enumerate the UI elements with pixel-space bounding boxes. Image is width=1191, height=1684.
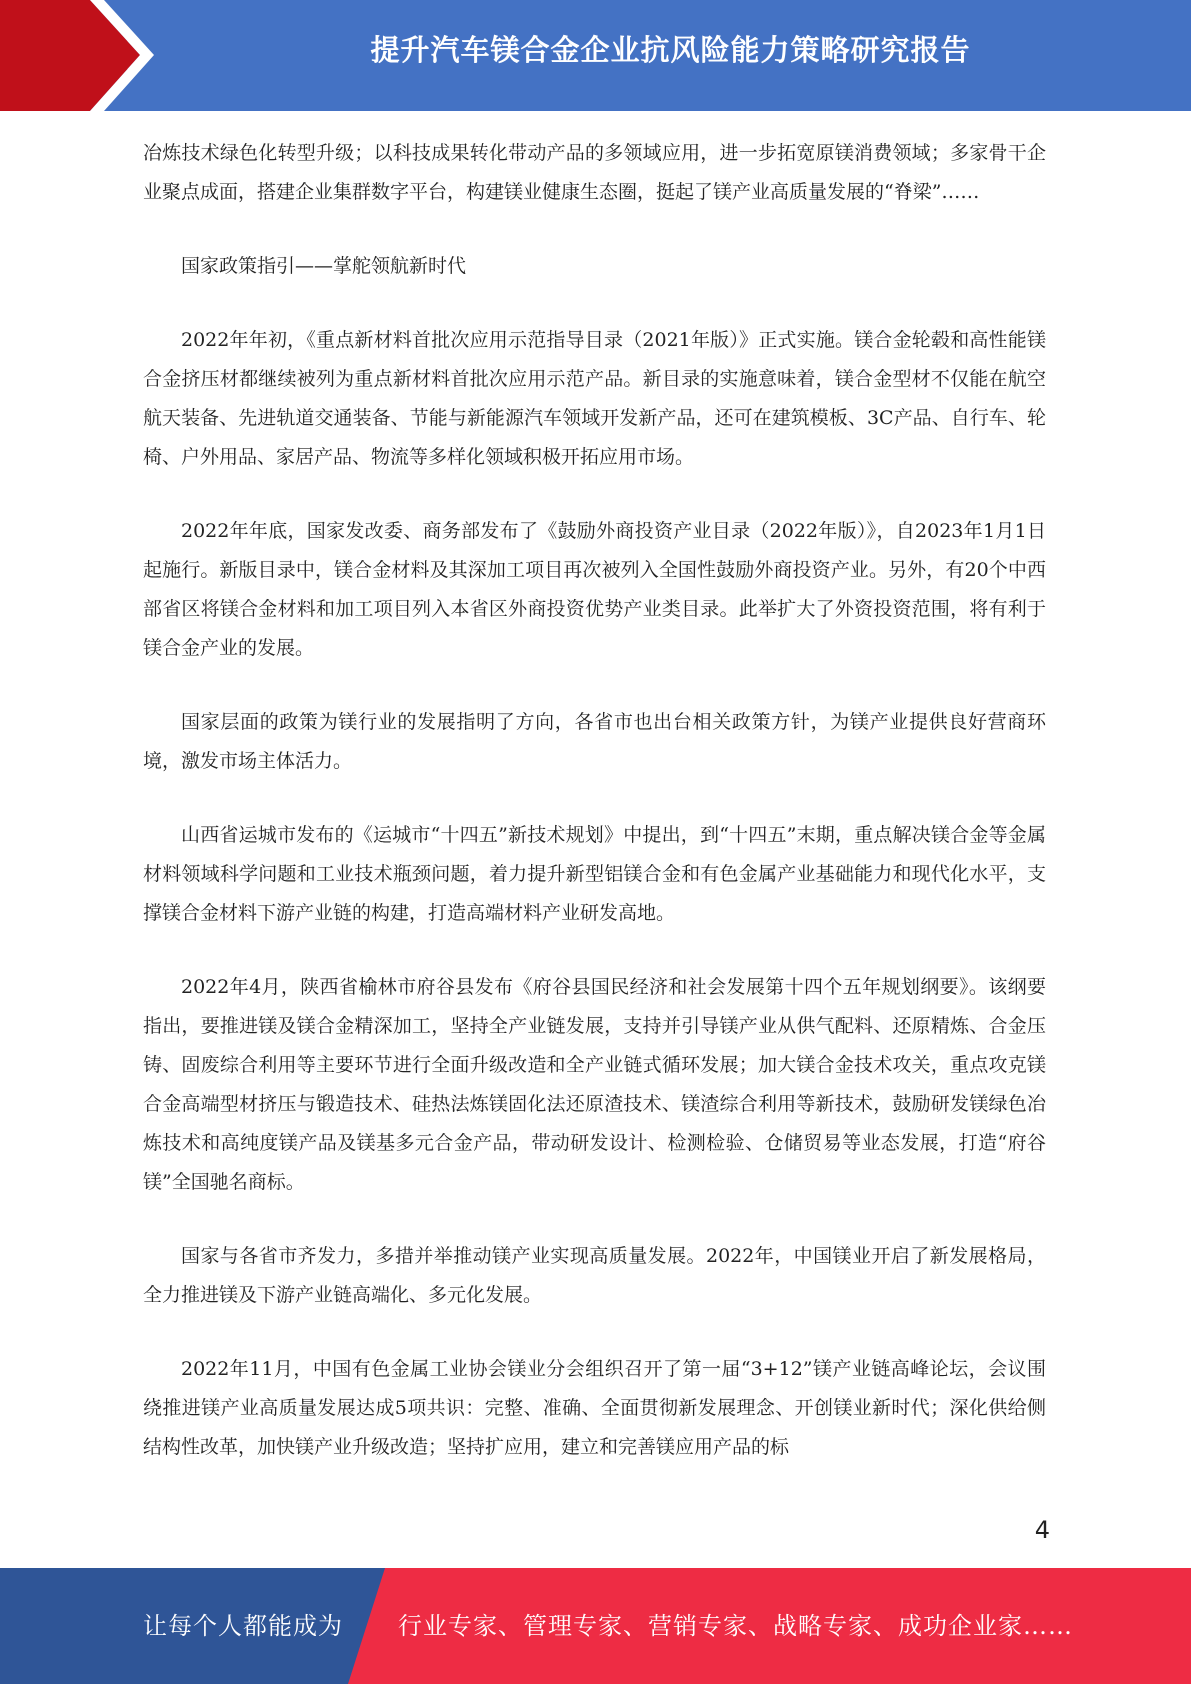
paragraph-national-policy: 国家层面的政策为镁行业的发展指明了方向，各省市也出台相关政策方针，为镁产业提供良好营商环境，激发市场主体活力。 <box>143 711 1046 772</box>
footer-slogan-right: 行业专家、管理专家、营销专家、战略专家、成功企业家…… <box>398 1612 1073 1640</box>
header-chevron-decoration <box>0 0 160 111</box>
section-heading-policy: 国家政策指引——掌舵领航新时代 <box>181 255 467 277</box>
page-number: 4 <box>1034 1516 1050 1544</box>
report-body <box>143 134 1046 1502</box>
paragraph-2022-november: 2022年11月，中国有色金属工业协会镁业分会组织召开了第一届“3+12”镁产业链高峰论坛，会议围绕推进镁产业高质量发展达成5项共识：完整、准确、全面贯彻新发展理念、开创镁业新时代；深化供给侧结构性改革，加快镁产业升级改造；坚持扩应用，建立和完善镁应用产品的标 <box>143 1358 1046 1458</box>
page-header <box>0 0 1191 111</box>
paragraph-2022-end: 2022年年底，国家发改委、商务部发布了《鼓励外商投资产业目录（2022年版）》，自2023年1月1日起施行。新版目录中，镁合金材料及其深加工项目再次被列入全国性鼓励外商投资产业。另外，有20个中西部省区将镁合金材料和加工项目列入本省区外商投资优势产业类目录。此举扩大了外资投资范围，将有利于镁合金产业的发展。 <box>143 520 1046 659</box>
page-footer <box>0 1568 1191 1684</box>
paragraph-intro-continuation: 冶炼技术绿色化转型升级；以科技成果转化带动产品的多领域应用，进一步拓宽原镁消费领域；多家骨干企业聚点成面，搭建企业集群数字平台，构建镁业健康生态圈，挺起了镁产业高质量发展的“脊梁”…… <box>143 142 1046 203</box>
footer-slogan-left: 让每个人都能成为 <box>143 1612 343 1640</box>
paragraph-shaanxi-fugu: 2022年4月，陕西省榆林市府谷县发布《府谷县国民经济和社会发展第十四个五年规划纲要》。该纲要指出，要推进镁及镁合金精深加工，坚持全产业链发展，支持并引导镁产业从供气配料、还原精炼、合金压铸、固废综合利用等主要环节进行全面升级改造和全产业链式循环发展；加大镁合金技术攻关，重点攻克镁合金高端型材挤压与锻造技术、硅热法炼镁固化法还原渣技术、镁渣综合利用等新技术，鼓励研发镁绿色冶炼技术和高纯度镁产品及镁基多元合金产品，带动研发设计、检测检验、仓储贸易等业态发展，打造“府谷镁”全国驰名商标。 <box>143 976 1046 1193</box>
report-title: 提升汽车镁合金企业抗风险能力策略研究报告 <box>370 33 971 67</box>
paragraph-2022-early: 2022年年初，《重点新材料首批次应用示范指导目录（2021年版）》正式实施。镁合金轮毂和高性能镁合金挤压材都继续被列为重点新材料首批次应用示范产品。新目录的实施意味着，镁合金型材不仅能在航空航天装备、先进轨道交通装备、节能与新能源汽车领域开发新产品，还可在建筑模板、3C产品、自行车、轮椅、户外用品、家居产品、物流等多样化领域积极开拓应用市场。 <box>143 329 1046 468</box>
paragraph-joint-effort: 国家与各省市齐发力，多措并举推动镁产业实现高质量发展。2022年，中国镁业开启了新发展格局，全力推进镁及下游产业链高端化、多元化发展。 <box>143 1245 1046 1306</box>
paragraph-shanxi-yuncheng: 山西省运城市发布的《运城市“十四五”新技术规划》中提出，到“十四五”末期，重点解决镁合金等金属材料领域科学问题和工业技术瓶颈问题，着力提升新型铝镁合金和有色金属产业基础能力和现代化水平，支撑镁合金材料下游产业链的构建，打造高端材料产业研发高地。 <box>143 824 1046 924</box>
